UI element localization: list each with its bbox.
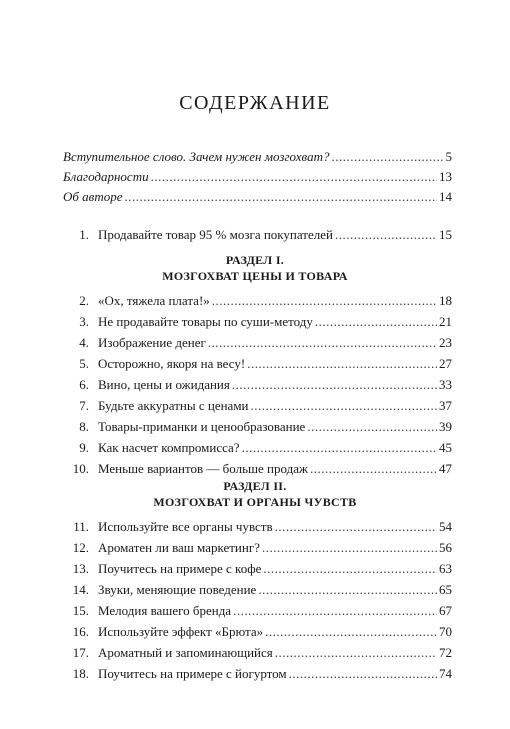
toc-entry-chapter-9[interactable] xyxy=(63,439,452,457)
leader-dots xyxy=(258,581,437,599)
toc-entry-chapter-3[interactable] xyxy=(63,313,452,331)
toc-entry-label: Меньше вариантов — больше продаж xyxy=(98,461,308,476)
toc-entry-label: Ароматен ли ваш маркетинг? xyxy=(98,540,260,555)
toc-entry-page: 37 xyxy=(439,398,452,413)
leader-dots xyxy=(315,313,437,331)
toc-entry-page: 18 xyxy=(439,293,452,308)
toc-entry-number: 12. xyxy=(72,540,89,555)
toc-entry-page: 14 xyxy=(439,189,452,204)
toc-entry-chapter-13[interactable] xyxy=(63,560,452,578)
toc-entry-chapter-2[interactable] xyxy=(63,292,452,310)
toc-entry-label: Используйте эффект «Брюта» xyxy=(98,624,264,639)
leader-dots xyxy=(233,602,437,620)
toc-entry-chapter-18[interactable] xyxy=(63,665,452,683)
leader-dots xyxy=(208,334,437,352)
toc-entry-label: Изображение денег xyxy=(98,335,206,350)
section-number: РАЗДЕЛ I. xyxy=(225,253,285,267)
leader-dots xyxy=(247,355,437,373)
toc-entry-chapter-7[interactable] xyxy=(63,397,452,415)
toc-entry-label: Не продавайте товары по суши-методу xyxy=(98,314,313,329)
toc-entry-label: Мелодия вашего бренда xyxy=(98,603,232,618)
section-number: РАЗДЕЛ II. xyxy=(223,479,287,493)
toc-entry-chapter-11[interactable] xyxy=(63,518,452,536)
toc-entry-label: Об авторе xyxy=(63,189,123,204)
toc-entry-page: 47 xyxy=(439,461,452,476)
toc-entry-foreword[interactable] xyxy=(63,148,452,166)
leader-dots xyxy=(242,439,437,457)
toc-entry-chapter-8[interactable] xyxy=(63,418,452,436)
leader-dots xyxy=(212,292,437,310)
toc-entry-number: 11. xyxy=(73,519,89,534)
toc-entry-label: Ароматный и запоминающийся xyxy=(98,645,273,660)
toc-entry-number: 9. xyxy=(79,440,89,455)
toc-entry-label: Вступительное слово. Зачем нужен мозгохват? xyxy=(63,149,330,164)
leader-dots xyxy=(307,418,437,436)
toc-entry-number: 6. xyxy=(79,377,89,392)
toc-entry-label: Поучитесь на примере с кофе xyxy=(98,561,262,576)
toc-entry-acknowledgements[interactable] xyxy=(63,168,452,186)
page-title: СОДЕРЖАНИЕ xyxy=(179,92,331,114)
toc-entry-label: Вино, цены и ожидания xyxy=(98,377,230,392)
toc-entry-page: 45 xyxy=(439,440,452,455)
toc-entry-label: Как насчет компромисса? xyxy=(98,440,240,455)
section-heading-2 xyxy=(0,478,510,510)
toc-entry-label: Используйте все органы чувств xyxy=(98,519,273,534)
toc-entry-number: 18. xyxy=(72,666,89,681)
toc-entry-page: 39 xyxy=(439,419,452,434)
toc-entry-page: 27 xyxy=(439,356,452,371)
section-title: МОЗГОХВАТ И ОРГАНЫ ЧУВСТВ xyxy=(153,495,357,509)
toc-entry-label: Товары-приманки и ценообразование xyxy=(98,419,306,434)
leader-dots xyxy=(263,560,437,578)
toc-entry-chapter-10[interactable] xyxy=(63,460,452,478)
toc-entry-number: 7. xyxy=(79,398,89,413)
leader-dots xyxy=(151,168,437,186)
section-title: МОЗГОХВАТ ЦЕНЫ И ТОВАРА xyxy=(162,269,348,283)
toc-entry-page: 70 xyxy=(439,624,452,639)
toc-entry-number: 8. xyxy=(79,419,89,434)
toc-entry-label: Осторожно, якоря на весу! xyxy=(98,356,246,371)
toc-entry-label: Продавайте товар 95 % мозга покупателей xyxy=(98,227,333,242)
toc-entry-page: 65 xyxy=(439,582,452,597)
toc-entry-chapter-5[interactable] xyxy=(63,355,452,373)
leader-dots xyxy=(275,518,437,536)
toc-entry-number: 10. xyxy=(72,461,89,476)
toc-entry-page: 56 xyxy=(439,540,452,555)
toc-entry-number: 17. xyxy=(72,645,89,660)
leader-dots xyxy=(251,397,437,415)
toc-entry-about-author[interactable] xyxy=(63,188,452,206)
leader-dots xyxy=(232,376,437,394)
toc-entry-number: 16. xyxy=(72,624,89,639)
toc-entry-chapter-1[interactable] xyxy=(63,226,452,244)
toc-entry-chapter-14[interactable] xyxy=(63,581,452,599)
leader-dots xyxy=(310,460,437,478)
toc-entry-number: 3. xyxy=(79,314,89,329)
leader-dots xyxy=(335,226,437,244)
toc-entry-chapter-17[interactable] xyxy=(63,644,452,662)
leader-dots xyxy=(331,148,443,166)
leader-dots xyxy=(289,665,437,683)
section-heading-1 xyxy=(0,252,510,284)
toc-entry-page: 67 xyxy=(439,603,452,618)
toc-entry-page: 13 xyxy=(439,169,452,184)
toc-entry-page: 72 xyxy=(439,645,452,660)
toc-entry-page: 5 xyxy=(445,149,452,164)
toc-entry-number: 4. xyxy=(79,335,89,350)
toc-entry-number: 2. xyxy=(79,293,89,308)
toc-entry-page: 63 xyxy=(439,561,452,576)
toc-entry-number: 14. xyxy=(72,582,89,597)
toc-entry-page: 74 xyxy=(439,666,452,681)
toc-entry-label: «Ох, тяжела плата!» xyxy=(98,293,210,308)
toc-entry-label: Благодарности xyxy=(63,169,149,184)
toc-entry-number: 13. xyxy=(72,561,89,576)
toc-entry-page: 15 xyxy=(439,227,452,242)
toc-entry-page: 33 xyxy=(439,377,452,392)
toc-entry-label: Будьте аккуратны с ценами xyxy=(98,398,249,413)
leader-dots xyxy=(124,188,437,206)
leader-dots xyxy=(262,539,437,557)
toc-entry-number: 5. xyxy=(79,356,89,371)
toc-entry-page: 21 xyxy=(439,314,452,329)
toc-entry-chapter-4[interactable] xyxy=(63,334,452,352)
toc-entry-chapter-16[interactable] xyxy=(63,623,452,641)
toc-entry-page: 23 xyxy=(439,335,452,350)
toc-entry-chapter-12[interactable] xyxy=(63,539,452,557)
leader-dots xyxy=(275,644,437,662)
toc-entry-chapter-15[interactable] xyxy=(63,602,452,620)
toc-entry-label: Поучитесь на примере с йогуртом xyxy=(98,666,287,681)
toc-entry-page: 54 xyxy=(439,519,452,534)
toc-entry-number: 15. xyxy=(72,603,89,618)
leader-dots xyxy=(265,623,437,641)
toc-entry-chapter-6[interactable] xyxy=(63,376,452,394)
toc-entry-number: 1. xyxy=(79,227,89,242)
toc-entry-label: Звуки, меняющие поведение xyxy=(98,582,257,597)
